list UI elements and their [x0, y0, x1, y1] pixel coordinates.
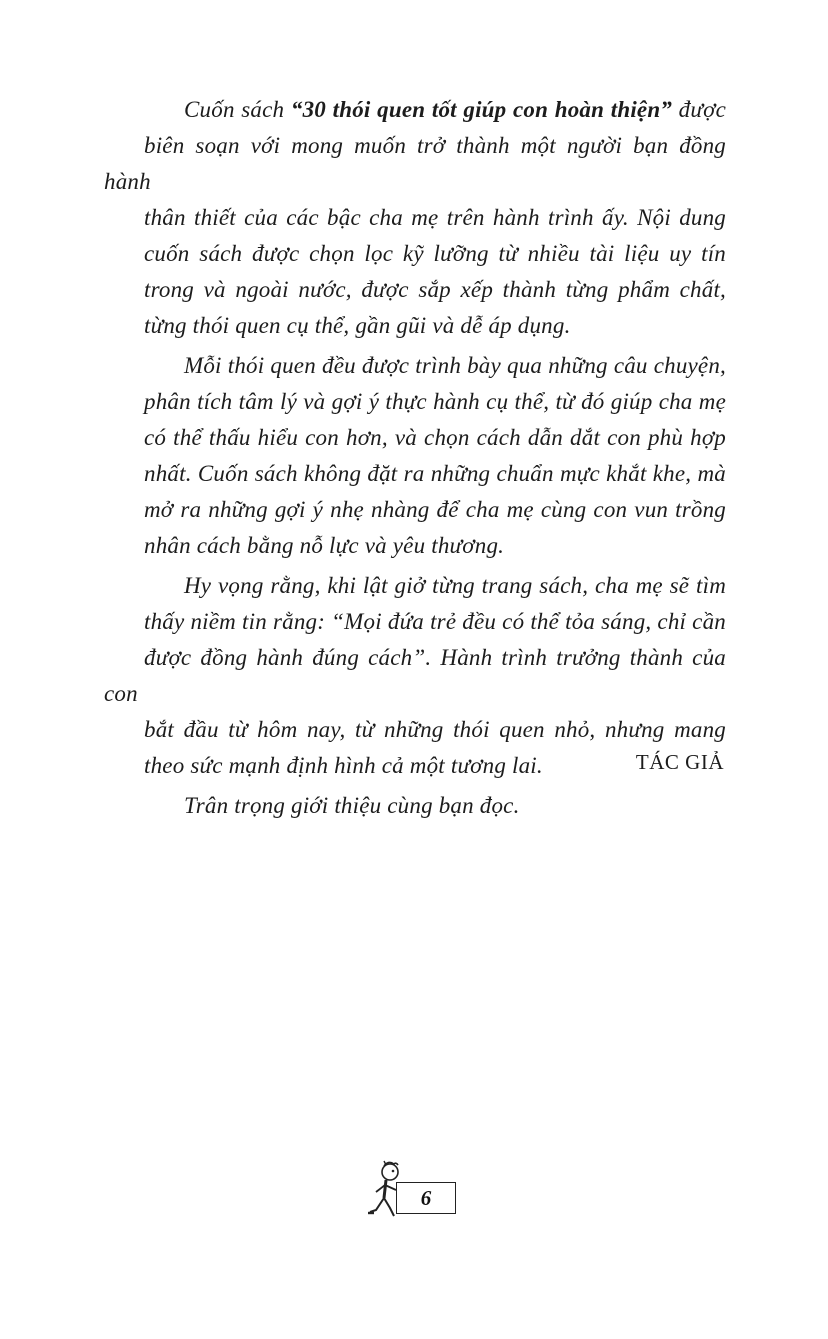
paragraph-1 — [104, 92, 726, 344]
text-line: phân tích tâm lý và gợi ý thực hành cụ thể, từ đó giúp cha mẹ — [144, 389, 726, 414]
text-line: Trân trọng giới thiệu cùng bạn đọc. — [184, 793, 520, 818]
text-line: được đồng hành đúng cách”. Hành trình trưởng thành của con — [104, 645, 726, 706]
paragraph-4 — [104, 788, 726, 824]
page-footer — [362, 1158, 462, 1222]
text-line: bắt đầu từ hôm nay, từ những thói quen nhỏ, nhưng mang — [144, 717, 726, 742]
text-line: nhất. Cuốn sách không đặt ra những chuẩn mực khắt khe, mà — [144, 461, 726, 486]
text-line: biên soạn với mong muốn trở thành một người bạn đồng hành — [104, 133, 726, 194]
text-line: Hy vọng rằng, khi lật giở từng trang sách, cha mẹ sẽ tìm — [184, 573, 726, 598]
page-number: 6 — [420, 1185, 432, 1210]
text-line: theo sức mạnh định hình cả một tương lai. — [144, 753, 543, 778]
text-line: nhân cách bằng nỗ lực và yêu thương. — [144, 533, 505, 558]
text-line: trong và ngoài nước, được sắp xếp thành từng phẩm chất, — [144, 277, 726, 302]
paragraph-2 — [104, 348, 726, 564]
text-line: có thể thấu hiểu con hơn, và chọn cách dẫn dắt con phù hợp — [144, 425, 726, 450]
text-line: thân thiết của các bậc cha mẹ trên hành trình ấy. Nội dung — [144, 205, 726, 230]
text-line: cuốn sách được chọn lọc kỹ lưỡng từ nhiều tài liệu uy tín — [144, 241, 726, 266]
text-line: Mỗi thói quen đều được trình bày qua những câu chuyện, — [184, 353, 726, 378]
paragraph-3 — [104, 568, 726, 784]
text-segment: Cuốn sách — [184, 97, 291, 122]
author-signature: TÁC GIẢ — [635, 750, 724, 774]
text-line: từng thói quen cụ thể, gần gũi và dễ áp dụng. — [144, 313, 571, 338]
page-number-box — [396, 1182, 456, 1214]
preface-body — [104, 92, 726, 828]
book-title: “30 thói quen tốt giúp con hoàn thiện” — [290, 97, 673, 122]
text-line: thấy niềm tin rằng: “Mọi đứa trẻ đều có thể tỏa sáng, chỉ cần — [144, 609, 726, 634]
text-segment: được — [672, 97, 726, 122]
text-line: mở ra những gợi ý nhẹ nhàng để cha mẹ cùng con vun trồng — [144, 497, 726, 522]
text-line — [104, 92, 726, 128]
